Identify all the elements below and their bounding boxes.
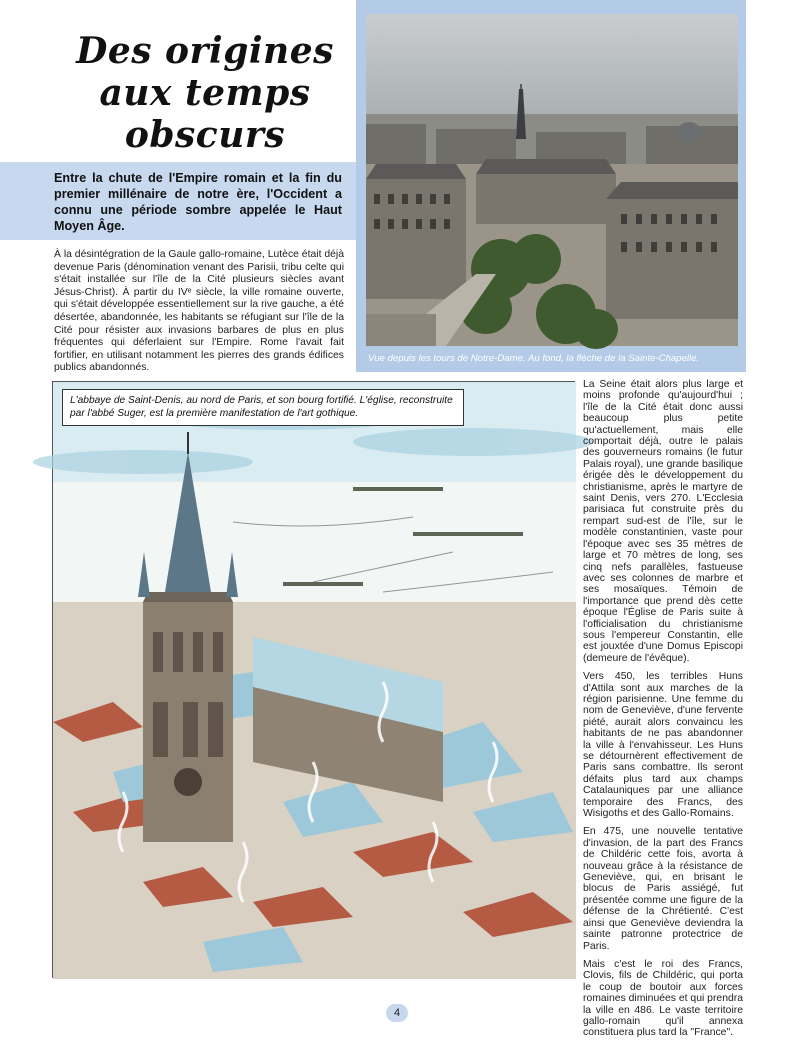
right-column-text <box>583 379 743 1046</box>
right-paragraph: La Seine était alors plus large et moins profonde qu'aujourd'hui ; l'île de la Cité était donc aussi beaucoup plus petite qu'actuellement, mais elle comportait déjà, outre le palais des gouverneurs romains (le futur Palais royal), une grande basilique érigée dès le développement du christianisme, après le martyre de saint Denis, vers 270. L'Ecclesia parisiaca fut construite près du rempart sud-est de l'île, sur le modèle constantinien, vaste pour l'époque avec ses 35 mètres de large et 70 mètres de long, ses cinq nefs parallèles, fastueuse avec ses colonnes de marbre et ses mosaïques. Témoin de l'importance que prend dès cette époque l'Église de Paris suite à l'officialisation du christianisme sous l'empereur Constantin, elle est jouxtée d'une Domus Episcopi (demeure de l'évêque). <box>583 379 743 664</box>
photo-caption: Vue depuis les tours de Notre-Dame. Au fond, la flèche de la Sainte-Chapelle. <box>368 353 700 364</box>
right-paragraph: En 475, une nouvelle tentative d'invasion, de la part des Francs de Childéric cette fois, avorta à nouveau grâce à la résistance de Geneviève, qui, en brisant le blocus de Paris assiégé, fut présentée comme une figure de la défense de la Chrétienté. C'est ainsi que Geneviève deviendra la sainte patronne protectrice de Paris. <box>583 826 743 952</box>
page-number: 4 <box>386 1004 408 1022</box>
abbey-illustration <box>52 381 575 978</box>
right-paragraph: Mais c'est le roi des Francs, Clovis, fils de Childéric, qui porta le coup de boutoir aux forces romaines diminuées et qui prendra la ville en 486. Le vaste territoire gallo-romain qu'il annexa constituera plus tard la "France". <box>583 958 743 1039</box>
paris-photo <box>366 14 738 346</box>
page-title: Des origines aux temps obscurs <box>76 30 334 156</box>
illustration-caption: L'abbaye de Saint-Denis, au nord de Paris, et son bourg fortifié. L'église, reconstruite par l'abbé Suger, est la première manifestation de l'art gothique. <box>62 389 464 426</box>
intro-text: Entre la chute de l'Empire romain et la fin du premier millénaire de notre ère, l'Occident a connu une période sombre appelée le Haut Moyen Âge. <box>54 171 342 233</box>
right-paragraph: Vers 450, les terribles Huns d'Attila sont aux marches de la région parisienne. Une femme du nom de Geneviève, d'une fervente piété, aurait alors convaincu les habitants de ne pas abandonner la ville à l'envahisseur. Les Huns se détournèrent effectivement de Paris sans combattre. Ils seront défaits plus tard aux champs Catalauniques par une alliance temporaire des Francs, des Wisigoths et des Gallo-Romains. <box>583 671 743 820</box>
body-paragraph-left: À la désintégration de la Gaule gallo-romaine, Lutèce était déjà devenue Paris (dénomination venant des Parisii, tribu celte qui s'était installée sur l'île de la Cité plusieurs siècles avant Jésus-Christ). À partir du IVᵉ siècle, la ville romaine ouverte, qui s'était développée essentiellement sur la rive gauche, a été désertée, abandonnée, les habitants se réfugiant sur l'île de la Cité pour résister aux invasions barbares de plus en plus fréquentes qui déferlaient sur l'Empire. Rome l'avait fait fortifier, en utilisant notamment les pierres des grands édifices publics abandonnés. <box>54 249 344 374</box>
